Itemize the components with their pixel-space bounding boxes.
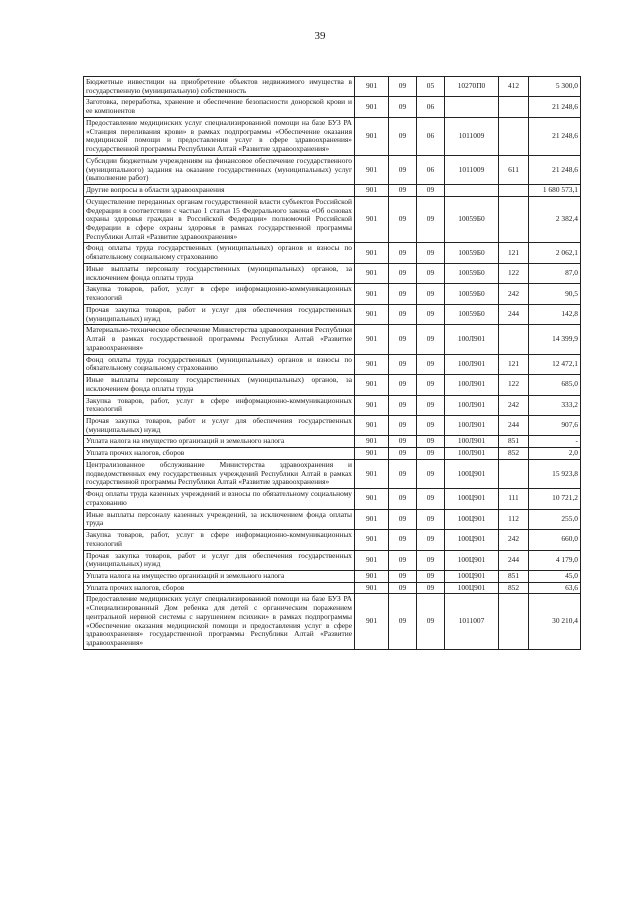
row-subsection-code: 09: [417, 304, 445, 324]
row-target-article: 100Ц901: [445, 570, 499, 582]
row-subsection-code: 09: [417, 375, 445, 395]
row-section-code: 09: [389, 325, 417, 354]
row-expense-type: 121: [499, 354, 529, 374]
row-section-code: 09: [389, 395, 417, 415]
table-row: [84, 196, 581, 243]
row-grbs-code: 901: [355, 570, 389, 582]
row-section-code: 09: [389, 436, 417, 448]
row-grbs-code: 901: [355, 395, 389, 415]
row-target-article: 100Ц901: [445, 459, 499, 488]
row-section-code: 09: [389, 196, 417, 243]
row-section-code: 09: [389, 570, 417, 582]
row-subsection-code: 09: [417, 509, 445, 529]
row-expense-type: 412: [499, 77, 529, 97]
row-section-code: 09: [389, 77, 417, 97]
row-amount: 87,0: [529, 263, 581, 283]
row-grbs-code: 901: [355, 304, 389, 324]
row-expense-type: 121: [499, 243, 529, 263]
row-section-code: 09: [389, 117, 417, 155]
row-expense-type: [499, 594, 529, 649]
row-target-article: 100Ц901: [445, 530, 499, 550]
row-target-article: 10059Б0: [445, 196, 499, 243]
row-grbs-code: 901: [355, 509, 389, 529]
row-name: Прочая закупка товаров, работ и услуг для обеспечения государственных (муниципальных) нужд: [84, 415, 355, 435]
table-row: [84, 284, 581, 304]
row-grbs-code: 901: [355, 582, 389, 594]
row-amount: 90,5: [529, 284, 581, 304]
row-name: Субсидии бюджетным учреждениям на финансовое обеспечение государственного (муниципального) задания на оказание государственных (муниципальных) услуг (выполнение работ): [84, 155, 355, 184]
row-subsection-code: 06: [417, 97, 445, 117]
row-grbs-code: 901: [355, 415, 389, 435]
row-grbs-code: 901: [355, 243, 389, 263]
row-amount: 21 248,6: [529, 155, 581, 184]
row-expense-type: 851: [499, 570, 529, 582]
row-grbs-code: 901: [355, 155, 389, 184]
table-row: [84, 243, 581, 263]
row-amount: 142,8: [529, 304, 581, 324]
row-name: Фонд оплаты труда казенных учреждений и взносы по обязательному социальному страхованию: [84, 489, 355, 509]
table-row: [84, 530, 581, 550]
row-target-article: [445, 185, 499, 197]
row-amount: 21 248,6: [529, 97, 581, 117]
row-expense-type: 112: [499, 509, 529, 529]
row-grbs-code: 901: [355, 185, 389, 197]
row-grbs-code: 901: [355, 459, 389, 488]
table-row: [84, 459, 581, 488]
row-expense-type: 851: [499, 436, 529, 448]
row-name: Иные выплаты персоналу государственных (муниципальных) органов, за исключением фонда оплаты труда: [84, 375, 355, 395]
table-row: [84, 155, 581, 184]
row-grbs-code: 901: [355, 530, 389, 550]
row-target-article: 100Л901: [445, 448, 499, 460]
row-subsection-code: 09: [417, 415, 445, 435]
row-subsection-code: 09: [417, 448, 445, 460]
row-grbs-code: 901: [355, 325, 389, 354]
row-section-code: 09: [389, 489, 417, 509]
row-subsection-code: 09: [417, 325, 445, 354]
row-grbs-code: 901: [355, 97, 389, 117]
row-target-article: [445, 97, 499, 117]
row-target-article: 100Ц901: [445, 509, 499, 529]
row-name: Уплата налога на имущество организаций и земельного налога: [84, 570, 355, 582]
row-target-article: 10059Б0: [445, 243, 499, 263]
row-name: Закупка товаров, работ, услуг в сфере информационно-коммуникационных технологий: [84, 395, 355, 415]
row-amount: 45,0: [529, 570, 581, 582]
row-amount: 333,2: [529, 395, 581, 415]
row-subsection-code: 09: [417, 489, 445, 509]
row-section-code: 09: [389, 459, 417, 488]
row-target-article: 100Л901: [445, 375, 499, 395]
row-amount: 14 399,9: [529, 325, 581, 354]
row-amount: 4 179,0: [529, 550, 581, 570]
row-expense-type: 852: [499, 448, 529, 460]
table-row: [84, 325, 581, 354]
row-name: Прочая закупка товаров, работ и услуг для обеспечения государственных (муниципальных) нужд: [84, 304, 355, 324]
row-name: Прочая закупка товаров, работ и услуг для обеспечения государственных (муниципальных) нужд: [84, 550, 355, 570]
row-amount: 12 472,1: [529, 354, 581, 374]
row-grbs-code: 901: [355, 594, 389, 649]
row-subsection-code: 09: [417, 185, 445, 197]
table-row: [84, 582, 581, 594]
row-amount: 30 210,4: [529, 594, 581, 649]
row-target-article: 100Л901: [445, 325, 499, 354]
row-subsection-code: 06: [417, 155, 445, 184]
row-section-code: 09: [389, 243, 417, 263]
row-name: Уплата прочих налогов, сборов: [84, 448, 355, 460]
row-target-article: 100Ц901: [445, 550, 499, 570]
row-amount: 5 300,0: [529, 77, 581, 97]
row-name: Заготовка, переработка, хранение и обеспечение безопасности донорской крови и ее компонентов: [84, 97, 355, 117]
row-section-code: 09: [389, 509, 417, 529]
row-amount: 10 721,2: [529, 489, 581, 509]
row-grbs-code: 901: [355, 117, 389, 155]
row-target-article: 10059Б0: [445, 304, 499, 324]
row-amount: -: [529, 436, 581, 448]
row-section-code: 09: [389, 155, 417, 184]
row-expense-type: 242: [499, 530, 529, 550]
table-row: [84, 185, 581, 197]
table-row: [84, 97, 581, 117]
table-row: [84, 509, 581, 529]
row-amount: 21 248,6: [529, 117, 581, 155]
row-grbs-code: 901: [355, 489, 389, 509]
row-section-code: 09: [389, 354, 417, 374]
row-name: Осуществление переданных органам государственной власти субъектов Российской Федерации в соответствии с частью 1 статьи 15 Федерального закона «Об основах охраны здоровья граждан в Российской Федерации» полномочий Российской Федерации в сфере охраны здоровья в рамках государственной программы Республики Алтай «Развитие здравоохранения»: [84, 196, 355, 243]
row-grbs-code: 901: [355, 77, 389, 97]
table-row: [84, 594, 581, 649]
row-amount: 2 062,1: [529, 243, 581, 263]
row-amount: 15 923,8: [529, 459, 581, 488]
table-row: [84, 375, 581, 395]
table-row: [84, 550, 581, 570]
row-name: Уплата налога на имущество организаций и земельного налога: [84, 436, 355, 448]
row-target-article: 10270П0: [445, 77, 499, 97]
row-section-code: 09: [389, 263, 417, 283]
row-amount: 63,6: [529, 582, 581, 594]
row-subsection-code: 09: [417, 263, 445, 283]
row-subsection-code: 09: [417, 395, 445, 415]
row-amount: 907,6: [529, 415, 581, 435]
row-amount: 255,0: [529, 509, 581, 529]
row-name: Бюджетные инвестиции на приобретение объектов недвижимого имущества в государственную (муниципальную) собственность: [84, 77, 355, 97]
row-name: Предоставление медицинских услуг специализированной помощи на базе БУЗ РА «Станция переливания крови» в рамках подпрограммы «Обеспечение оказания медицинской помощи и предоставления услуг в сфере здравоохранения» государственной программы Республики Алтай «Развитие здравоохранения»: [84, 117, 355, 155]
row-expense-type: [499, 459, 529, 488]
table-row: [84, 570, 581, 582]
row-name: Централизованное обслуживание Министерства здравоохранения и подведомственных ему государственных учреждений Республики Алтай в рамках государственной программы Республики Алтай «Развитие здравоохранения»: [84, 459, 355, 488]
row-target-article: 100Л901: [445, 395, 499, 415]
row-amount: 2,0: [529, 448, 581, 460]
table-row: [84, 489, 581, 509]
row-name: Иные выплаты персоналу государственных (муниципальных) органов, за исключением фонда оплаты труда: [84, 263, 355, 283]
table-row: [84, 77, 581, 97]
row-subsection-code: 09: [417, 284, 445, 304]
row-subsection-code: 05: [417, 77, 445, 97]
row-expense-type: [499, 196, 529, 243]
row-expense-type: 122: [499, 263, 529, 283]
row-subsection-code: 09: [417, 550, 445, 570]
row-subsection-code: 09: [417, 196, 445, 243]
row-subsection-code: 09: [417, 459, 445, 488]
row-subsection-code: 09: [417, 354, 445, 374]
row-section-code: 09: [389, 97, 417, 117]
row-target-article: 10059Б0: [445, 263, 499, 283]
row-subsection-code: 09: [417, 594, 445, 649]
budget-table: [83, 76, 581, 650]
row-grbs-code: 901: [355, 375, 389, 395]
page-number: 39: [314, 30, 326, 42]
row-expense-type: [499, 185, 529, 197]
row-target-article: 10059Б0: [445, 284, 499, 304]
table-row: [84, 304, 581, 324]
row-section-code: 09: [389, 284, 417, 304]
row-section-code: 09: [389, 594, 417, 649]
row-grbs-code: 901: [355, 436, 389, 448]
row-section-code: 09: [389, 448, 417, 460]
row-expense-type: 244: [499, 550, 529, 570]
row-expense-type: [499, 97, 529, 117]
table-body: [84, 77, 581, 650]
row-target-article: 1011009: [445, 155, 499, 184]
row-target-article: 1011009: [445, 117, 499, 155]
row-section-code: 09: [389, 415, 417, 435]
row-target-article: 100Л901: [445, 436, 499, 448]
row-expense-type: [499, 117, 529, 155]
row-target-article: 100Л901: [445, 354, 499, 374]
row-amount: 685,0: [529, 375, 581, 395]
table-row: [84, 436, 581, 448]
row-grbs-code: 901: [355, 354, 389, 374]
row-grbs-code: 901: [355, 196, 389, 243]
row-section-code: 09: [389, 582, 417, 594]
row-amount: 660,0: [529, 530, 581, 550]
row-expense-type: 242: [499, 395, 529, 415]
row-name: Закупка товаров, работ, услуг в сфере информационно-коммуникационных технологий: [84, 530, 355, 550]
row-amount: 2 382,4: [529, 196, 581, 243]
row-grbs-code: 901: [355, 448, 389, 460]
row-subsection-code: 09: [417, 570, 445, 582]
table-row: [84, 354, 581, 374]
row-grbs-code: 901: [355, 263, 389, 283]
table-row: [84, 263, 581, 283]
row-name: Иные выплаты персоналу казенных учреждений, за исключением фонда оплаты труда: [84, 509, 355, 529]
row-section-code: 09: [389, 550, 417, 570]
table-row: [84, 117, 581, 155]
row-subsection-code: 09: [417, 530, 445, 550]
row-subsection-code: 06: [417, 117, 445, 155]
row-expense-type: 852: [499, 582, 529, 594]
row-expense-type: 244: [499, 304, 529, 324]
row-amount: 1 680 573,1: [529, 185, 581, 197]
row-section-code: 09: [389, 375, 417, 395]
row-name: Фонд оплаты труда государственных (муниципальных) органов и взносы по обязательному социальному страхованию: [84, 354, 355, 374]
row-expense-type: 122: [499, 375, 529, 395]
row-target-article: 100Л901: [445, 415, 499, 435]
row-target-article: 1011007: [445, 594, 499, 649]
row-name: Уплата прочих налогов, сборов: [84, 582, 355, 594]
row-name: Закупка товаров, работ, услуг в сфере информационно-коммуникационных технологий: [84, 284, 355, 304]
row-subsection-code: 09: [417, 582, 445, 594]
row-expense-type: 242: [499, 284, 529, 304]
row-subsection-code: 09: [417, 243, 445, 263]
row-subsection-code: 09: [417, 436, 445, 448]
row-expense-type: [499, 325, 529, 354]
row-expense-type: 611: [499, 155, 529, 184]
row-grbs-code: 901: [355, 284, 389, 304]
row-expense-type: 244: [499, 415, 529, 435]
row-section-code: 09: [389, 304, 417, 324]
table-row: [84, 448, 581, 460]
row-section-code: 09: [389, 530, 417, 550]
row-target-article: 100Ц901: [445, 582, 499, 594]
table-row: [84, 415, 581, 435]
row-name: Предоставление медицинских услуг специализированной помощи на базе БУЗ РА «Специализированный Дом ребенка для детей с органическим поражением центральной нервной системы с нарушением психики» в рамках подпрограммы «Обеспечение оказания медицинской помощи и предоставления услуг в сфере здравоохранения» государственной программы Республики Алтай «Развитие здравоохранения»: [84, 594, 355, 649]
row-section-code: 09: [389, 185, 417, 197]
row-name: Материально-техническое обеспечение Министерства здравоохранения Республики Алтай в рамках государственной программы Республики Алтай «Развитие здравоохранения»: [84, 325, 355, 354]
row-expense-type: 111: [499, 489, 529, 509]
row-target-article: 100Ц901: [445, 489, 499, 509]
row-name: Фонд оплаты труда государственных (муниципальных) органов и взносы по обязательному социальному страхованию: [84, 243, 355, 263]
row-name: Другие вопросы в области здравоохранения: [84, 185, 355, 197]
table-row: [84, 395, 581, 415]
row-grbs-code: 901: [355, 550, 389, 570]
